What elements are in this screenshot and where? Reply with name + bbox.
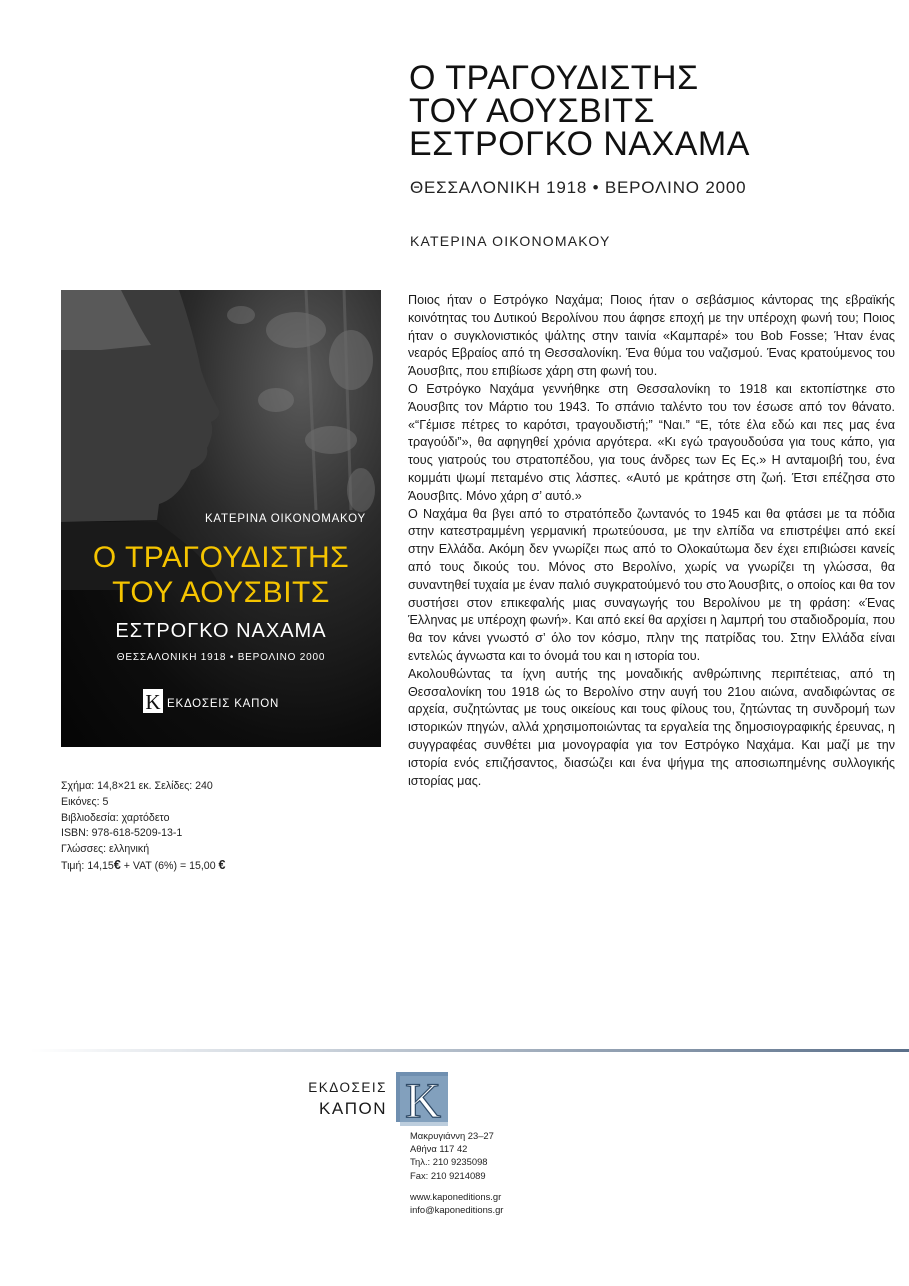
price-net: Τιμή: 14,15 bbox=[61, 859, 114, 872]
svg-text:K: K bbox=[145, 690, 161, 713]
description-paragraph-3: Ο Ναχάμα θα βγει από το στρατόπεδο ζωντανός το 1945 και θα φτάσει με τα πόδια στην κατεστραμμένη γερμανική πρωτεύουσα, με την ελπίδα να επιστρέψει από εκεί στην Ελλάδα. Ακόμη δεν γνωρίζει πως από το Ολοκαύτωμα δεν έχει επιβιώσει κανείς από τους δικούς του. Μόνος στο Βερολίνο, χωρίς να γνωρίζει τη γλώσσα, θα συναντηθεί τυχαία με έναν παλιό συγκρατούμενό του στο Άουσβιτς, ο οποίος και θα τον συστήσει στον επικεφαλής μιας συναγωγής του Βερολίνου με τη φράση: «Ένας Έλληνας με υπέροχη φωνή». Και από εκεί θα αρχίσει η λαμπρή του σταδιοδρομία, που θα τον κάνει γνωστό σ’ όλο τον κόσμο, πλην της πατρίδας του. Στην Ελλάδα είναι εντελώς άγνωστα και το όνομά του και η ιστορία του. bbox=[408, 506, 895, 663]
website-link[interactable]: www.kaponeditions.gr bbox=[410, 1191, 502, 1202]
description-paragraph-4: Ακολουθώντας τα ίχνη αυτής της μοναδικής ανθρώπινης περιπέτειας, από τη Θεσσαλονίκη του 1918 ώς το Βερολίνο στην αυγή του 21ου αιώνα, αναδιφώντας σε αρχεία, συζητώντας με τους οικείους και τους φίλους του, ζητώντας τη συνδρομή των ιστορικών πηγών, αλλά χρησιμοποιώντας τα εργαλεία της δημοσιογραφικής έρευνας, η συγγραφέας συνθέτει μια μονογραφία για τον Εστρόγκο Ναχάμα. Και μαζί με την ιστορία ενός επιζήσαντος, διασώζει και ένα ψήγμα της αποσιωπημένης συλλογικής ιστορίας μας. bbox=[408, 666, 895, 788]
address-fax: Fax: 210 9214089 bbox=[410, 1169, 486, 1181]
title-line-1: Ο ΤΡΑΓΟΥΔΙΣΤΗΣ bbox=[409, 59, 699, 97]
address-phone: Τηλ.: 210 9235098 bbox=[410, 1156, 488, 1168]
publisher-logo-icon bbox=[396, 1072, 454, 1126]
description-paragraph-1: Ποιος ήταν ο Εστρόγκο Ναχάμα; Ποιος ήταν ο σεβάσμιος κάντορας της εβραϊκής κοινότητας του Δυτικού Βερολίνου που άφησε εποχή με την υπέροχη φωνή του; Ποιος ήταν ο συγκλονιστικός ψάλτης στην ταινία «Καμπαρέ» του Bob Fosse; Ήταν ένας νεαρός Εβραίος από τη Θεσσαλονίκη. Ένα θύμα του ναζισμού. Ένας κρατούμενος του Άουσβιτς, που επιβίωσε χάρη στη φωνή του. bbox=[408, 293, 895, 379]
spec-binding: Βιβλιοδεσία: χαρτόδετο bbox=[61, 811, 170, 824]
spec-price bbox=[61, 858, 225, 875]
author-name: ΚΑΤΕΡΙΝΑ ΟΙΚΟΝΟΜΑΚΟΥ bbox=[410, 233, 611, 249]
book-description bbox=[408, 292, 895, 790]
price-vat: + VAT (6%) = 15,00 bbox=[120, 859, 219, 872]
cover-subtitle: ΕΣΤΡΟΓΚΟ ΝΑΧΑΜΑ bbox=[115, 620, 327, 642]
euro-sign: € bbox=[218, 857, 226, 872]
title-line-2: ΤΟΥ ΑΟΥΣΒΙΤΣ bbox=[409, 92, 656, 130]
description-paragraph-2: Ο Εστρόγκο Ναχάμα γεννήθηκε στη Θεσσαλονίκη το 1918 και εκτοπίστηκε στο Άουσβιτς τον Μάρτιο του 1943. Το σπάνιο ταλέντο του τον έσωσε από τον θάνατο. «“Γέμισε πέτρες το καρότσι, τραγουδιστή;” “Ναι.” “Ε, τότε έλα εδώ και πες μας ένα τραγούδι”», θα αφηγηθεί χρόνια αργότερα. «Κι εγώ τραγουδούσα για τους κάπο, για τους γιατρούς του στρατοπέδου, για τους άνδρες των Ες Ες.» Η ανταμοιβή του, ένα κομμάτι ψωμί πεταμένο στις λάσπες. «Αυτό με κράτησε στη ζωή. Έτσι επέζησα στο Άουσβιτς. Μόνο χάρη σ’ αυτό.» bbox=[408, 381, 895, 503]
cover-title-line-2: ΤΟΥ ΑΟΥΣΒΙΤΣ bbox=[112, 576, 330, 609]
address-street: Μακρυγιάννη 23–27 bbox=[410, 1130, 494, 1141]
publisher-logo-letter: K bbox=[404, 1072, 442, 1126]
address-city: Αθήνα 117 42 bbox=[410, 1143, 468, 1155]
publisher-name bbox=[303, 1080, 387, 1119]
email-link[interactable]: info@kaponeditions.gr bbox=[410, 1204, 504, 1216]
footer-divider bbox=[30, 1049, 909, 1052]
cover-places: ΘΕΣΣΑΛΟΝΙΚΗ 1918 • ΒΕΡΟΛΙΝΟ 2000 bbox=[116, 652, 326, 663]
publisher-contact bbox=[410, 1190, 503, 1216]
cover-author: ΚΑΤΕΡΙΝΑ ΟΙΚΟΝΟΜΑΚΟΥ bbox=[204, 513, 366, 525]
publisher-name-line-2: ΚΑΠΟΝ bbox=[319, 1099, 387, 1118]
cover-title-line-1: Ο ΤΡΑΓΟΥΔΙΣΤΗΣ bbox=[92, 541, 350, 574]
spec-format: Σχήμα: 14,8×21 εκ. Σελίδες: 240 bbox=[61, 780, 213, 792]
spec-language: Γλώσσες: ελληνική bbox=[61, 843, 150, 856]
spec-images: Εικόνες: 5 bbox=[61, 795, 109, 808]
publisher-address bbox=[410, 1129, 494, 1182]
publisher-name-line-1: ΕΚΔΟΣΕΙΣ bbox=[308, 1080, 387, 1095]
cover-publisher-logo-icon bbox=[143, 689, 163, 713]
euro-sign: € bbox=[113, 857, 121, 872]
spec-isbn: ISBN: 978-618-5209-13-1 bbox=[61, 827, 183, 840]
book-specs bbox=[61, 779, 225, 875]
book-subtitle: ΘΕΣΣΑΛΟΝΙΚΗ 1918 • ΒΕΡΟΛΙΝΟ 2000 bbox=[410, 178, 747, 197]
cover-publisher: ΕΚΔΟΣΕΙΣ ΚΑΠΟΝ bbox=[167, 698, 280, 710]
book-title bbox=[409, 59, 750, 163]
book-cover bbox=[61, 290, 381, 747]
title-line-3: ΕΣΤΡΟΓΚΟ ΝΑΧΑΜΑ bbox=[409, 125, 750, 163]
